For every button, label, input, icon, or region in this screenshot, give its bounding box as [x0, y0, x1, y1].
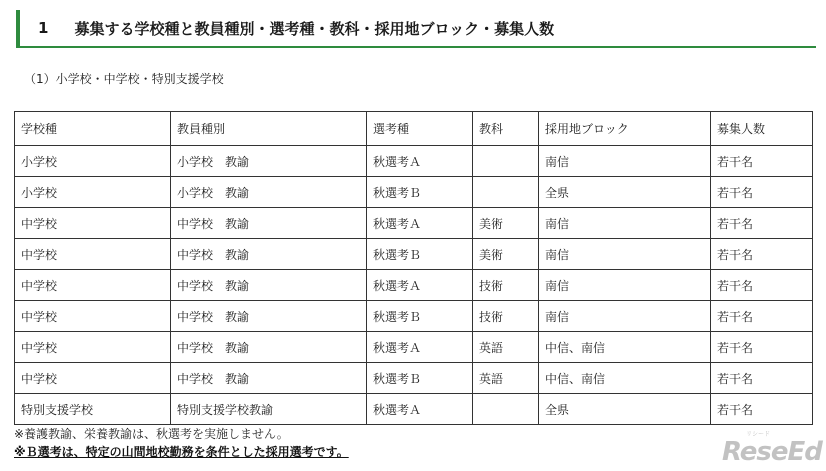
table-row [15, 177, 813, 208]
table-row [15, 239, 813, 270]
table-row [15, 270, 813, 301]
table-cell: 美術 [473, 239, 539, 270]
subsection-heading: （1）小学校・中学校・特別支援学校 [24, 72, 224, 86]
watermark-logo [722, 429, 822, 467]
table-cell: 若干名 [711, 301, 813, 332]
table-cell: 中学校 教諭 [171, 363, 367, 394]
table-cell: 秋選考Ａ [367, 332, 473, 363]
table-cell: 南信 [539, 146, 711, 177]
table-cell: 中学校 教諭 [171, 332, 367, 363]
table-cell: 若干名 [711, 146, 813, 177]
table-cell: 技術 [473, 270, 539, 301]
table-cell: 中信、南信 [539, 363, 711, 394]
table-header-cell: 選考種 [367, 112, 473, 146]
table-cell: 英語 [473, 363, 539, 394]
table-row [15, 301, 813, 332]
table-header-cell: 募集人数 [711, 112, 813, 146]
table-cell: 中学校 [15, 363, 171, 394]
table-cell: 小学校 教諭 [171, 146, 367, 177]
table-cell: 秋選考Ａ [367, 270, 473, 301]
table-cell: 秋選考Ａ [367, 394, 473, 425]
table-cell: 小学校 教諭 [171, 177, 367, 208]
table-header-cell: 教員種別 [171, 112, 367, 146]
table-cell: 小学校 [15, 177, 171, 208]
table-cell: 中学校 教諭 [171, 301, 367, 332]
section-number: 1 [38, 19, 49, 37]
table-cell: 若干名 [711, 177, 813, 208]
table-cell: 美術 [473, 208, 539, 239]
table-row [15, 208, 813, 239]
table-cell: 若干名 [711, 239, 813, 270]
section-heading [16, 10, 816, 48]
table-cell: 秋選考Ｂ [367, 301, 473, 332]
watermark-small-text: リシード [746, 431, 771, 438]
table-row [15, 146, 813, 177]
table-cell: 小学校 [15, 146, 171, 177]
table-header-row [15, 112, 813, 146]
table-cell: 中学校 [15, 208, 171, 239]
table-row [15, 332, 813, 363]
table-cell: 特別支援学校教諭 [171, 394, 367, 425]
table-header-cell: 学校種 [15, 112, 171, 146]
table-cell: 若干名 [711, 208, 813, 239]
note-school-nurse: ※養護教諭、栄養教諭は、秋選考を実施しません。 [14, 427, 289, 441]
table-cell: 南信 [539, 208, 711, 239]
table-header-cell: 教科 [473, 112, 539, 146]
table-cell: 中学校 教諭 [171, 239, 367, 270]
table-cell [473, 177, 539, 208]
note-b-selection: ※Ｂ選考は、特定の山間地校勤務を条件とした採用選考です。 [14, 445, 349, 459]
table-cell: 中学校 [15, 270, 171, 301]
table-cell: 中学校 教諭 [171, 270, 367, 301]
table-cell [473, 394, 539, 425]
table-cell: 中学校 [15, 239, 171, 270]
table-cell: 若干名 [711, 270, 813, 301]
table-cell: 南信 [539, 239, 711, 270]
watermark-text: ReseEd [722, 437, 822, 467]
table-cell: 中学校 [15, 332, 171, 363]
table-body [15, 146, 813, 425]
table-cell: 技術 [473, 301, 539, 332]
table-cell: 中学校 [15, 301, 171, 332]
table-cell: 秋選考Ａ [367, 208, 473, 239]
table-cell: 秋選考Ａ [367, 146, 473, 177]
table-cell: 若干名 [711, 363, 813, 394]
recruitment-table [14, 111, 813, 425]
table-cell: 南信 [539, 301, 711, 332]
table-cell: 若干名 [711, 332, 813, 363]
table-cell: 秋選考Ｂ [367, 363, 473, 394]
table-row [15, 363, 813, 394]
table-cell: 全県 [539, 394, 711, 425]
table-cell: 特別支援学校 [15, 394, 171, 425]
table-cell: 秋選考Ｂ [367, 239, 473, 270]
table-row [15, 394, 813, 425]
table-cell: 英語 [473, 332, 539, 363]
table-cell: 中学校 教諭 [171, 208, 367, 239]
table-cell: 秋選考Ｂ [367, 177, 473, 208]
table-cell: 中信、南信 [539, 332, 711, 363]
section-title: 募集する学校種と教員種別・選考種・教科・採用地ブロック・募集人数 [74, 19, 555, 38]
table-cell: 全県 [539, 177, 711, 208]
table-cell [473, 146, 539, 177]
table-cell: 若干名 [711, 394, 813, 425]
table-cell: 南信 [539, 270, 711, 301]
table-header-cell: 採用地ブロック [539, 112, 711, 146]
